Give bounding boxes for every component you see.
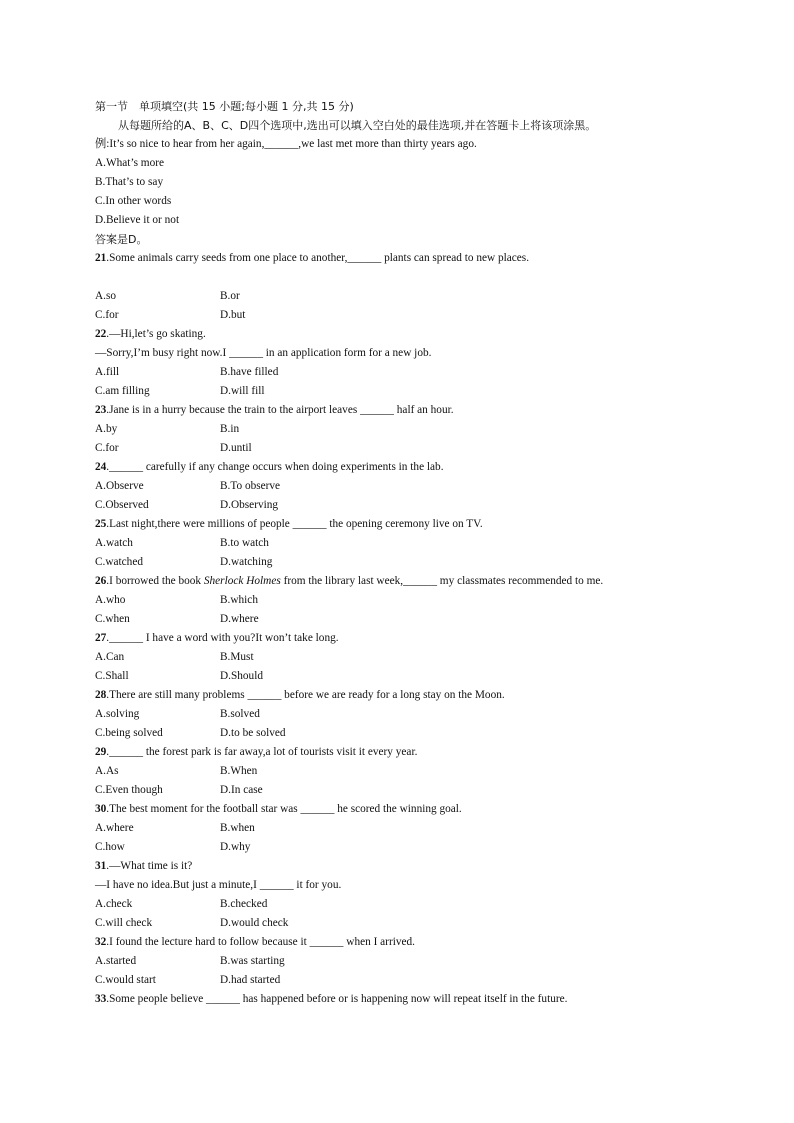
example-stem: 例:It’s so nice to hear from her again,______,we last met more than thirty years ago. xyxy=(95,138,477,150)
question-text: .Some people believe ______ has happened before or is happening now will repeat itself in the future. xyxy=(106,993,568,1005)
option-row xyxy=(95,363,735,382)
option: A.by xyxy=(95,423,118,435)
option: A.Observe xyxy=(95,480,144,492)
question-number: 23 xyxy=(95,404,107,416)
question-stem xyxy=(95,325,735,344)
question-number: 28 xyxy=(95,689,107,701)
question-stem xyxy=(95,401,735,420)
section-instruction: 从每题所给的A、B、C、D四个选项中,选出可以填入空白处的最佳选项,并在答题卡上将该项涂黑。 xyxy=(118,119,597,132)
option-row xyxy=(95,914,735,933)
question-number: 32 xyxy=(95,936,107,948)
question-number: 22 xyxy=(95,328,107,340)
option-row xyxy=(95,762,735,781)
question-text: .______ the forest park is far away,a lot of tourists visit it every year. xyxy=(106,746,418,758)
option-row xyxy=(95,667,735,686)
question-stem xyxy=(95,629,735,648)
option: B.in xyxy=(220,423,240,435)
option: D.until xyxy=(220,442,252,454)
option: A.fill xyxy=(95,366,120,378)
option-row xyxy=(95,496,735,515)
option: B.to watch xyxy=(220,537,269,549)
question-stem xyxy=(95,515,735,534)
example-option: A.What’s more xyxy=(95,157,165,169)
option: C.how xyxy=(95,841,125,853)
option: D.to be solved xyxy=(220,727,286,739)
question-text-line2: —Sorry,I’m busy right now.I ______ in an application form for a new job. xyxy=(95,347,432,359)
option: A.Can xyxy=(95,651,125,663)
option-row xyxy=(95,781,735,800)
option-row xyxy=(95,553,735,572)
option: D.would check xyxy=(220,917,289,929)
example-option: C.In other words xyxy=(95,195,172,207)
option: A.where xyxy=(95,822,134,834)
option: C.watched xyxy=(95,556,143,568)
option: D.Should xyxy=(220,670,263,682)
option: C.will check xyxy=(95,917,153,929)
option: B.which xyxy=(220,594,258,606)
question-text: .______ I have a word with you?It won’t take long. xyxy=(106,632,339,644)
option: B.when xyxy=(220,822,255,834)
question-stem xyxy=(95,990,735,1009)
question-number: 26 xyxy=(95,575,107,587)
example-option: B.That’s to say xyxy=(95,176,164,188)
option: B.was starting xyxy=(220,955,285,967)
question-text: .______ carefully if any change occurs when doing experiments in the lab. xyxy=(106,461,444,473)
section-title: 第一节 单项填空(共 15 小题;每小题 1 分,共 15 分) xyxy=(95,100,354,113)
option-row xyxy=(95,971,735,990)
question-stem xyxy=(95,572,735,591)
option: D.but xyxy=(220,309,246,321)
book-title: Sherlock Holmes xyxy=(203,575,281,587)
question-text-line2: —I have no idea.But just a minute,I ______ it for you. xyxy=(95,879,342,891)
spacer xyxy=(95,268,735,287)
option: D.had started xyxy=(220,974,281,986)
option-row xyxy=(95,382,735,401)
option-row xyxy=(95,952,735,971)
question-stem xyxy=(95,743,735,762)
option: A.solving xyxy=(95,708,140,720)
option: A.so xyxy=(95,290,117,302)
option: A.who xyxy=(95,594,126,606)
option-row xyxy=(95,648,735,667)
option: D.will fill xyxy=(220,385,265,397)
option: D.why xyxy=(220,841,251,853)
option-row xyxy=(95,819,735,838)
question-stem xyxy=(95,686,735,705)
question-text: .Jane is in a hurry because the train to the airport leaves ______ half an hour. xyxy=(106,404,454,416)
question-text: .There are still many problems ______ before we are ready for a long stay on the Moon. xyxy=(106,689,505,701)
option: C.am filling xyxy=(95,385,150,397)
question-stem xyxy=(95,458,735,477)
question-number: 27 xyxy=(95,632,107,644)
option-row xyxy=(95,591,735,610)
option: A.watch xyxy=(95,537,133,549)
option: D.where xyxy=(220,613,259,625)
option-row xyxy=(95,724,735,743)
question-text: from the library last week,______ my classmates recommended to me. xyxy=(280,575,604,587)
question-number: 33 xyxy=(95,993,107,1005)
question-text: .Last night,there were millions of people ______ the opening ceremony live on TV. xyxy=(106,518,483,530)
question-text: .Some animals carry seeds from one place to another,______ plants can spread to new places. xyxy=(106,252,530,264)
question-stem xyxy=(95,249,735,268)
question-text: .The best moment for the football star was ______ he scored the winning goal. xyxy=(106,803,462,815)
option: C.Observed xyxy=(95,499,149,511)
option: A.check xyxy=(95,898,133,910)
option-row xyxy=(95,306,735,325)
question-number: 31 xyxy=(95,860,107,872)
option: A.As xyxy=(95,765,119,777)
option: D.Observing xyxy=(220,499,279,511)
option-row xyxy=(95,534,735,553)
option: C.would start xyxy=(95,974,156,986)
option: D.watching xyxy=(220,556,273,568)
option: C.when xyxy=(95,613,130,625)
question-text: .—What time is it? xyxy=(106,860,193,872)
option-row xyxy=(95,705,735,724)
option: B.checked xyxy=(220,898,268,910)
option: B.To observe xyxy=(220,480,281,492)
question-number: 29 xyxy=(95,746,107,758)
question-stem xyxy=(95,857,735,876)
question-text: .I found the lecture hard to follow because it ______ when I arrived. xyxy=(106,936,415,948)
option: D.In case xyxy=(220,784,263,796)
option: B.Must xyxy=(220,651,254,663)
option: C.Shall xyxy=(95,670,129,682)
question-stem xyxy=(95,933,735,952)
option-row xyxy=(95,895,735,914)
option: C.for xyxy=(95,309,119,321)
option-row xyxy=(95,420,735,439)
option-row xyxy=(95,477,735,496)
option-row xyxy=(95,287,735,306)
question-number: 21 xyxy=(95,252,107,264)
example-answer: 答案是D。 xyxy=(95,233,148,246)
option-row xyxy=(95,439,735,458)
option: B.When xyxy=(220,765,258,777)
question-text: .I borrowed the book xyxy=(106,575,204,587)
example-option: D.Believe it or not xyxy=(95,214,180,226)
question-stem xyxy=(95,800,735,819)
question-number: 30 xyxy=(95,803,107,815)
option: B.or xyxy=(220,290,240,302)
exam-page xyxy=(95,97,735,1009)
option-row xyxy=(95,610,735,629)
option: C.for xyxy=(95,442,119,454)
question-number: 24 xyxy=(95,461,107,473)
option: A.started xyxy=(95,955,137,967)
question-text: .—Hi,let’s go skating. xyxy=(106,328,206,340)
option-row xyxy=(95,838,735,857)
question-number: 25 xyxy=(95,518,107,530)
option: B.solved xyxy=(220,708,260,720)
option: B.have filled xyxy=(220,366,279,378)
option: C.Even though xyxy=(95,784,163,796)
option: C.being solved xyxy=(95,727,163,739)
